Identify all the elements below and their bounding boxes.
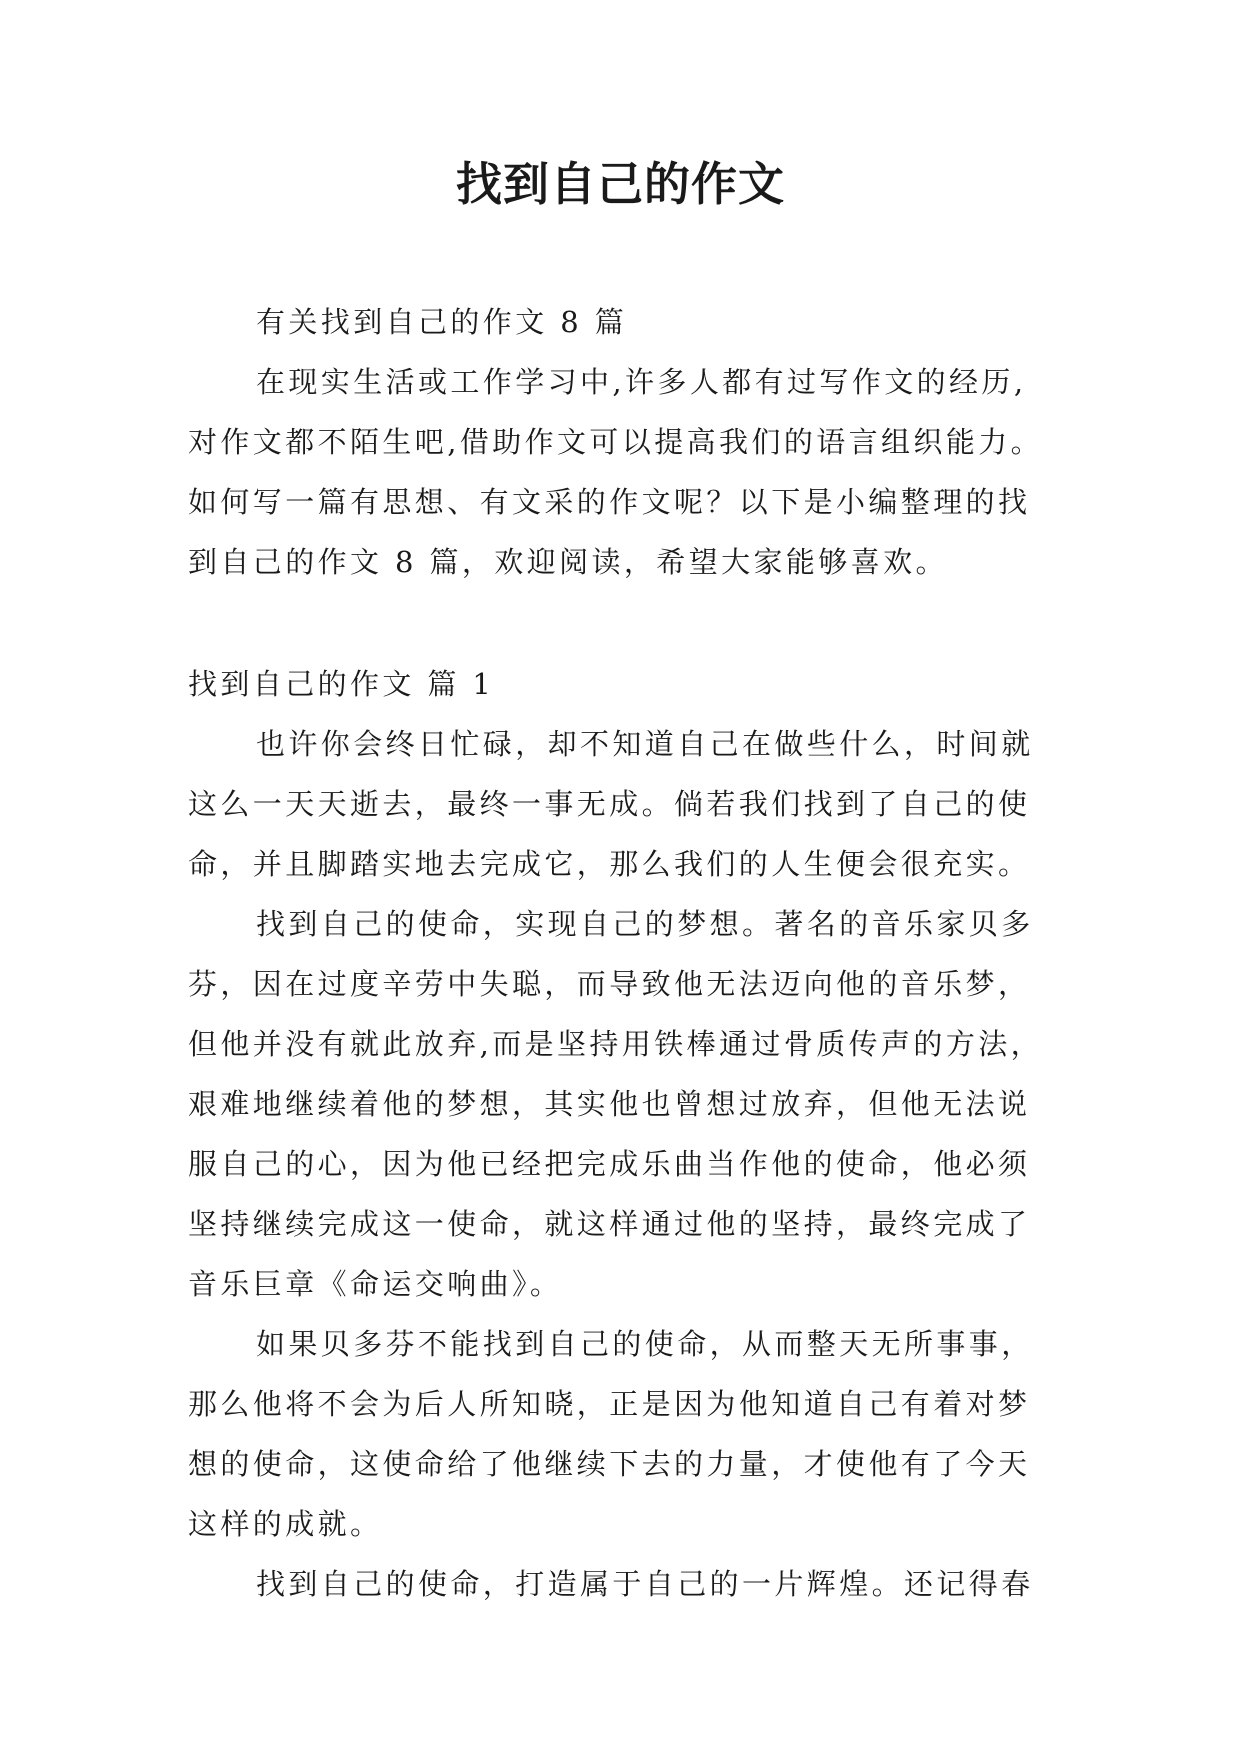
intro-line: 如何写一篇有思想、有文采的作文呢？以下是小编整理的找 [188, 485, 1031, 519]
intro-line: 到自己的作文 8 篇，欢迎阅读，希望大家能够喜欢。 [188, 545, 948, 579]
paragraph-line: 那么他将不会为后人所知晓，正是因为他知道自己有着对梦 [188, 1387, 1031, 1421]
paragraph-line: 想的使命，这使命给了他继续下去的力量，才使他有了今天 [188, 1447, 1031, 1481]
intro-heading: 有关找到自己的作文 8 篇 [256, 305, 628, 339]
paragraph-line: 音乐巨章《命运交响曲》。 [188, 1267, 563, 1301]
intro-line: 对作文都不陌生吧,借助作文可以提高我们的语言组织能力。 [188, 425, 1044, 459]
document-body [188, 292, 1056, 1614]
paragraph-line: 艰难地继续着他的梦想，其实他也曾想过放弃，但他无法说 [188, 1087, 1031, 1121]
paragraph-line: 芬，因在过度辛劳中失聪，而导致他无法迈向他的音乐梦， [188, 967, 1031, 1001]
paragraph [188, 1554, 1056, 1614]
paragraph-line: 坚持继续完成这一使命，就这样通过他的坚持，最终完成了 [188, 1207, 1031, 1241]
paragraph-line: 这样的成就。 [188, 1507, 383, 1541]
paragraph-line: 找到自己的使命，打造属于自己的一片辉煌。还记得春 [256, 1567, 1034, 1601]
paragraph-line: 命，并且脚踏实地去完成它，那么我们的人生便会很充实。 [188, 847, 1031, 881]
document-title: 找到自己的作文 [456, 157, 785, 211]
paragraph-line: 也许你会终日忙碌，却不知道自己在做些什么，时间就 [256, 727, 1034, 761]
paragraph-line: 服自己的心，因为他已经把完成乐曲当作他的使命，他必须 [188, 1147, 1031, 1181]
paragraph-line: 这么一天天逝去，最终一事无成。倘若我们找到了自己的使 [188, 787, 1031, 821]
intro-line: 在现实生活或工作学习中,许多人都有过写作文的经历, [256, 365, 1027, 399]
intro-paragraph [188, 352, 1056, 592]
paragraph-line: 如果贝多芬不能找到自己的使命，从而整天无所事事， [256, 1327, 1034, 1361]
paragraph-line: 找到自己的使命，实现自己的梦想。著名的音乐家贝多 [256, 907, 1034, 941]
section-heading: 找到自己的作文 篇 1 [188, 667, 495, 701]
paragraph [188, 1314, 1056, 1554]
section-spacer [188, 592, 1056, 654]
paragraph [188, 894, 1056, 1314]
paragraph [188, 714, 1056, 894]
paragraph-line: 但他并没有就此放弃,而是坚持用铁棒通过骨质传声的方法， [188, 1027, 1044, 1061]
